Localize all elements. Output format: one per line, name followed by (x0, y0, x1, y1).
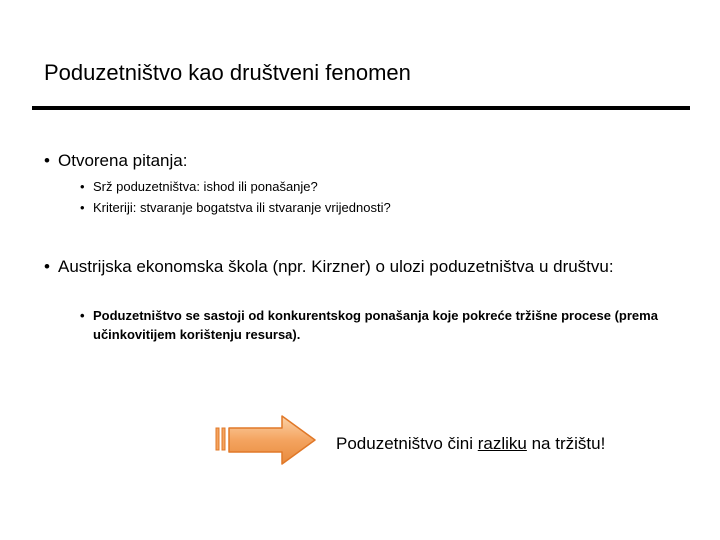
bullet-marker: • (80, 179, 85, 194)
bullet-marker: • (44, 257, 50, 276)
conclusion-part-1: Poduzetništvo čini (336, 434, 478, 453)
bullet-open-questions (44, 150, 664, 172)
arrow-right-icon (214, 414, 318, 466)
slide-title: Poduzetništvo kao društveni fenomen (44, 60, 411, 85)
sub-bullet-text: Kriteriji: stvaranje bogatstva ili stvaranje vrijednosti? (93, 200, 391, 215)
bullet-austrian-school (44, 256, 684, 278)
title-divider (32, 106, 690, 110)
bullet-marker: • (80, 200, 85, 215)
sub-bullet-core (80, 177, 680, 196)
sub-bullet-text: Poduzetništvo se sastoji od konkurentskog ponašanja koje pokreće tržišne procese (prema učinkovitijem korištenju resursa). (93, 308, 658, 342)
sub-bullet-text: Srž poduzetništva: ishod ili ponašanje? (93, 179, 318, 194)
bullet-text: Otvorena pitanja: (58, 151, 188, 170)
conclusion-part-2: na tržištu! (526, 434, 606, 453)
bullet-text: Austrijska ekonomska škola (npr. Kirzner) o ulozi poduzetništva u društvu: (58, 257, 614, 276)
bullet-marker: • (80, 308, 85, 323)
conclusion-text (336, 434, 605, 454)
conclusion-underlined: razliku (477, 434, 527, 453)
sub-bullet-criteria (80, 198, 680, 217)
bullet-marker: • (44, 151, 50, 170)
sub-bullet-competitive-behavior (80, 306, 690, 344)
